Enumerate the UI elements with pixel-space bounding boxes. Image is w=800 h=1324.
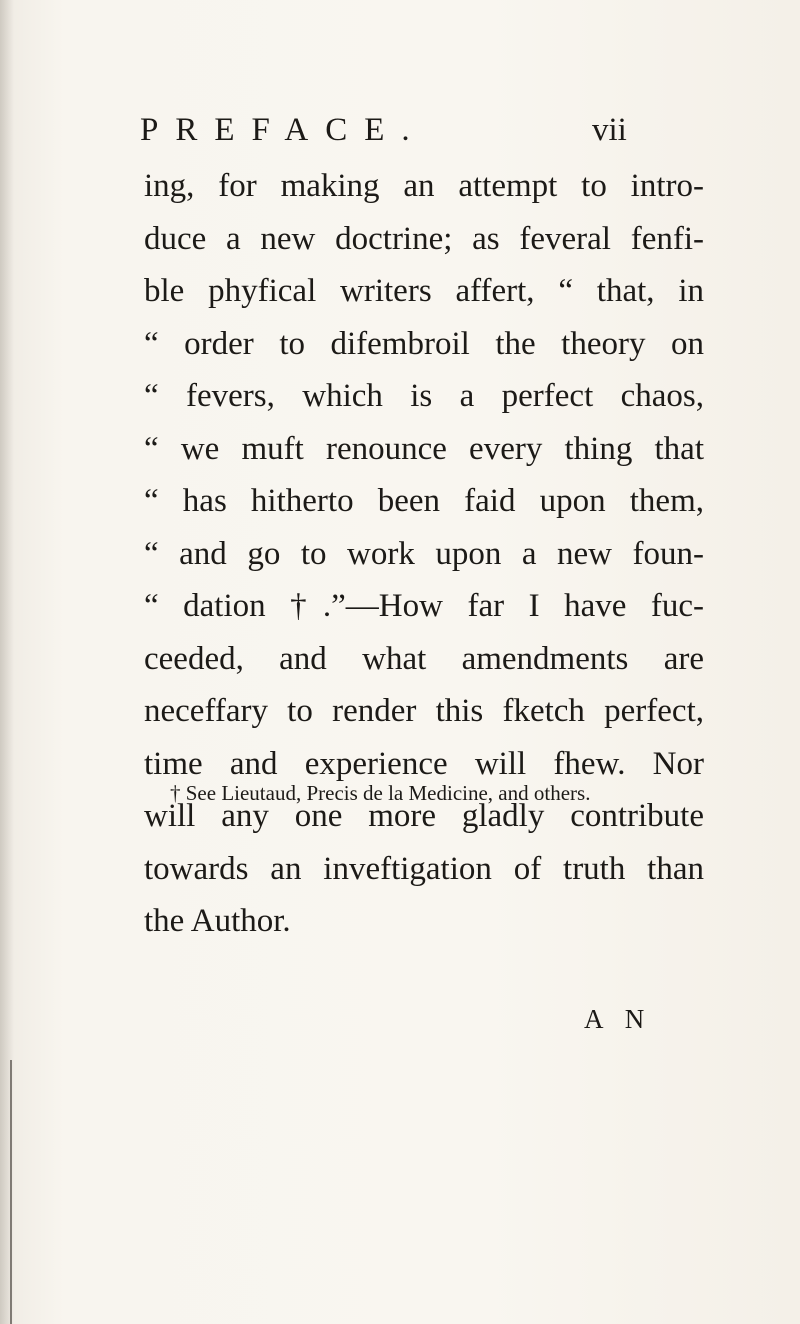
text-line: ceeded, and what amendments are bbox=[144, 640, 704, 677]
running-head bbox=[140, 108, 660, 152]
text-line: “ order to difembroil the theory on bbox=[144, 325, 704, 362]
page-number: vii bbox=[592, 112, 627, 148]
footnote: † See Lieutaud, Precis de la Medicine, and others. bbox=[170, 781, 591, 805]
text-line: “ dation †.”—How far I have fuc- bbox=[144, 588, 704, 624]
page-edge-line bbox=[10, 1060, 12, 1324]
running-head-title: PREFACE. bbox=[140, 112, 427, 148]
text-line-last: the Author. bbox=[144, 903, 291, 939]
text-line: “ has hitherto been faid upon them, bbox=[144, 483, 704, 519]
catchword: A N bbox=[584, 1004, 653, 1034]
text-line: “ fevers, which is a perfect chaos, bbox=[144, 378, 704, 414]
text-line: “ and go to work upon a new foun- bbox=[144, 535, 704, 572]
text-line: ing, for making an attempt to intro- bbox=[144, 168, 704, 204]
text-line: time and experience will fhew. Nor bbox=[144, 745, 704, 782]
text-line: towards an inveftigation of truth than bbox=[144, 850, 704, 887]
text-line: duce a new doctrine; as feveral fenfi- bbox=[144, 220, 704, 257]
text-line: ble phyfical writers affert, “ that, in bbox=[144, 273, 704, 309]
body-text bbox=[144, 160, 704, 948]
text-line: neceffary to render this fketch perfect, bbox=[144, 693, 704, 729]
text-line: will any one more gladly contribute bbox=[144, 798, 704, 834]
text-line: “ we muft renounce every thing that bbox=[144, 430, 704, 467]
